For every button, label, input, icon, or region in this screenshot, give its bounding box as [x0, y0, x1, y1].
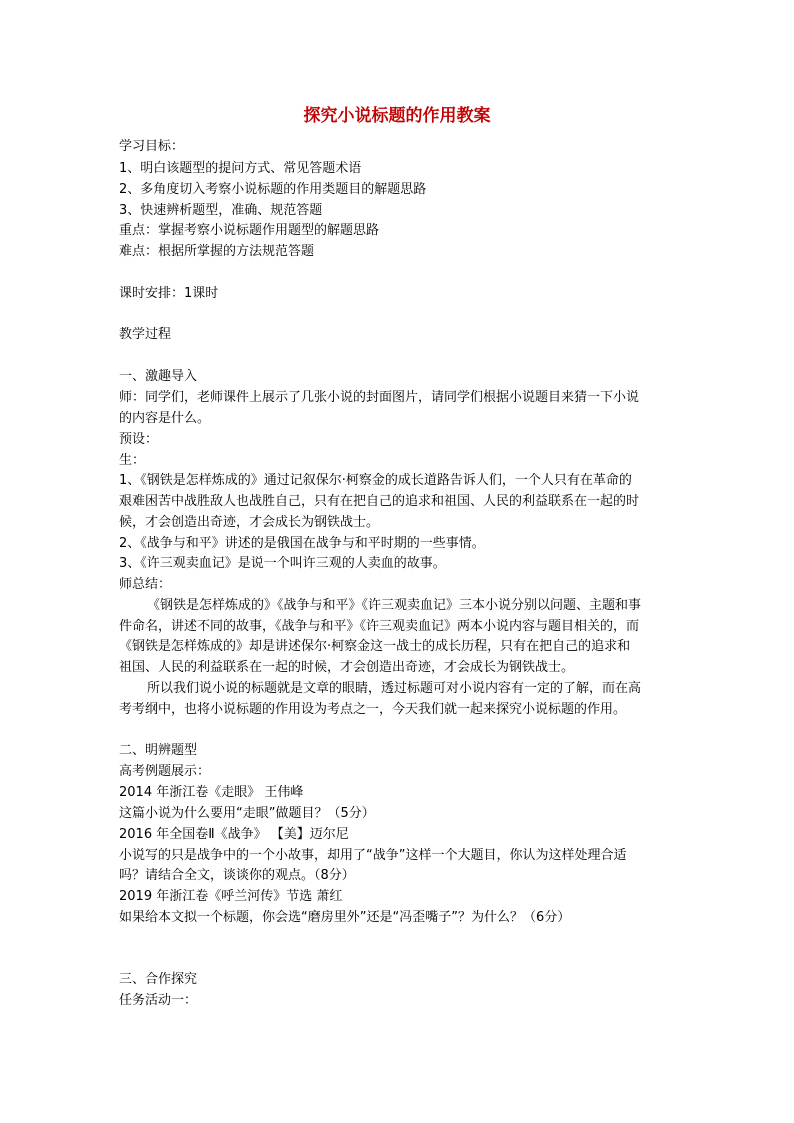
text-line: 祖国、人民的利益联系在一起的时候，才会创造出奇迹，才会成长为钢铁战士。 [119, 660, 575, 675]
text-line: 2、《战争与和平》讲述的是俄国在战争与和平时期的一些事情。 [119, 536, 485, 551]
text-line: 1、明白该题型的提问方式、常见答题术语 [119, 161, 362, 176]
text-line: 高考例题展示： [119, 764, 211, 779]
section-heading: 二、明辨题型 [119, 743, 198, 758]
text-line: 1、《钢铁是怎样炼成的》通过记叙保尔·柯察金的成长道路告诉人们，一个人只有在革命的 [119, 473, 632, 488]
text-line: 3、快速辨析题型，准确、规范答题 [119, 203, 323, 218]
text-line: 小说写的只是战争中的一个小故事，却用了“战争”这样一个大题目，你认为这样处理合适 [119, 848, 627, 863]
text-line: 所以我们说小说的标题就是文章的眼睛，透过标题可对小说内容有一定的了解，而在高 [147, 681, 642, 696]
text-line: 件命名，讲述不同的故事，《战争与和平》《许三观卖血记》两本小说内容与题目相关的，而 [119, 619, 640, 634]
text-line: 师：同学们，老师课件上展示了几张小说的封面图片，请同学们根据小说题目来猜一下小说 [119, 390, 640, 405]
text-line: 2019 年浙江卷《呼兰河传》节选 萧红 [119, 889, 343, 904]
section-heading: 教学过程 [119, 327, 172, 342]
text-line: 的内容是什么。 [119, 411, 211, 426]
text-line: 2016 年全国卷Ⅱ《战争》 【美】迈尔尼 [119, 827, 349, 842]
text-line: 如果给本文拟一个标题，你会选“磨房里外”还是“冯歪嘴子”？为什么？（6分） [119, 910, 571, 925]
section-heading: 一、激趣导入 [119, 369, 198, 384]
text-line: 师总结： [119, 577, 172, 592]
text-line: 这篇小说为什么要用“走眼”做题目？（5分） [119, 806, 375, 821]
text-line: 2014 年浙江卷《走眼》 王伟峰 [119, 785, 304, 800]
text-line: 吗？请结合全文，谈谈你的观点。（8分） [119, 868, 355, 883]
text-line: 2、多角度切入考察小说标题的作用类题目的解题思路 [119, 182, 427, 197]
text-line: 学习目标： [119, 139, 185, 154]
text-line: 预设： [119, 432, 159, 447]
document-title: 探究小说标题的作用教案 [303, 106, 491, 126]
text-line: 艰难困苦中战胜敌人也战胜自己，只有在把自己的追求和祖国、人民的利益联系在一起的时 [119, 494, 640, 509]
text-line: 3、《许三观卖血记》是说一个叫许三观的人卖血的故事。 [119, 556, 446, 571]
section-heading: 三、合作探究 [119, 972, 198, 987]
text-line: 任务活动一： [119, 993, 198, 1008]
text-line: 《钢铁是怎样炼成的》《战争与和平》《许三观卖血记》三本小说分别以问题、主题和事 [147, 598, 642, 613]
text-line: 考考纲中，也将小说标题的作用设为考点之一，今天我们就一起来探究小说标题的作用。 [119, 702, 627, 717]
text-line: 难点：根据所掌握的方法规范答题 [119, 244, 315, 259]
text-line: 重点：掌握考察小说标题作用题型的解题思路 [119, 223, 380, 238]
text-line: 《钢铁是怎样炼成的》却是讲述保尔·柯察金这一战士的成长历程，只有在把自己的追求和 [119, 639, 631, 654]
text-line: 生： [119, 453, 146, 468]
text-line: 课时安排：1课时 [119, 286, 219, 301]
text-line: 候，才会创造出奇迹，才会成长为钢铁战士。 [119, 515, 380, 530]
